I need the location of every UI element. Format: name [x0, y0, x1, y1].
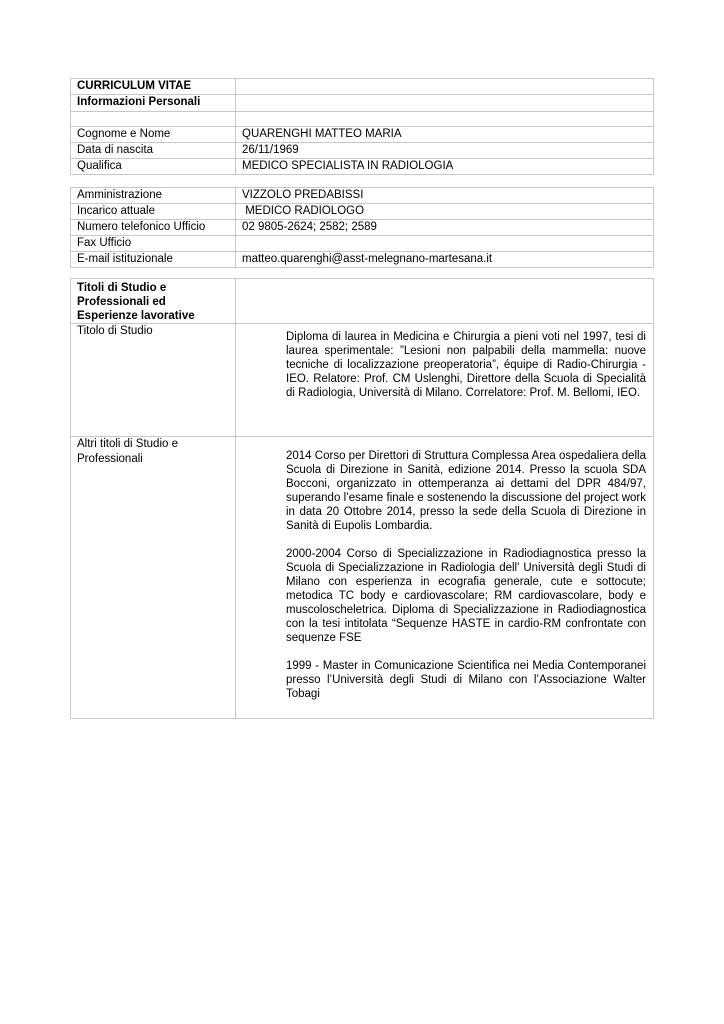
- row-value-other-titles: [236, 437, 654, 719]
- row-label-administration: Amministrazione: [71, 188, 236, 204]
- row-label-other-titles: Altri titoli di Studio e Professionali: [71, 437, 236, 719]
- row-label-name: Cognome e Nome: [71, 127, 236, 143]
- other-title-paragraph: 2014 Corso per Direttori di Struttura Complessa Area ospedaliera della Scuola di Direzione in Sanità, edizione 2014. Presso la scuola SDA Bocconi, organizzato in ottemperanza ai dettami del DPR 484/97, superando l’esame finale e sostenendo la discussione del project work in data 20 Ottobre 2014, presso la sede della Scuola di Direzione in Sanità di Eupolis Lombardia.: [286, 450, 646, 532]
- cv-title: CURRICULUM VITAE: [71, 79, 236, 95]
- row-value-office-fax: [236, 236, 654, 252]
- empty-cell: [236, 79, 654, 95]
- admin-info-table: [70, 187, 654, 268]
- empty-cell: [236, 279, 654, 324]
- row-label-qualification: Qualifica: [71, 159, 236, 175]
- education-table: [70, 278, 654, 719]
- row-value-email: matteo.quarenghi@asst-melegnano-martesana.it: [236, 252, 654, 268]
- row-value-degree: [236, 324, 654, 437]
- row-label-office-fax: Fax Ufficio: [71, 236, 236, 252]
- row-value-name: QUARENGHI MATTEO MARIA: [236, 127, 654, 143]
- row-value-birthdate: 26/11/1969: [236, 143, 654, 159]
- row-value-current-role: MEDICO RADIOLOGO: [236, 204, 654, 220]
- row-value-office-phone: 02 9805-2624; 2582; 2589: [236, 220, 654, 236]
- row-value-administration: VIZZOLO PREDABISSI: [236, 188, 654, 204]
- row-label-email: E-mail istituzionale: [71, 252, 236, 268]
- section-header-education: Titoli di Studio e Professionali ed Esperienze lavorative: [71, 279, 236, 324]
- row-label-office-phone: Numero telefonico Ufficio: [71, 220, 236, 236]
- personal-info-table: [70, 78, 654, 175]
- row-value-qualification: MEDICO SPECIALISTA IN RADIOLOGIA: [236, 159, 654, 175]
- empty-cell: [71, 112, 236, 127]
- empty-cell: [236, 112, 654, 127]
- other-title-paragraph: 1999 - Master in Comunicazione Scientifica nei Media Contemporanei presso l’Università degli Studi di Milano con l’Associazione Walter Tobagi: [286, 660, 646, 700]
- row-label-birthdate: Data di nascita: [71, 143, 236, 159]
- row-label-degree: Titolo di Studio: [71, 324, 236, 437]
- other-title-paragraph: 2000-2004 Corso di Specializzazione in Radiodiagnostica presso la Scuola di Specializzazione in Radiologia dell' Università degli Studi di Milano con esperienza in ecografia generale, cute e sottocute; metodica TC body e cardiovascolare; RM cardiovascolare, body e muscoloscheletrica. Diploma di Specializzazione in Radiodiagnostica con la tesi intitolata “Sequenze HASTE in cardio-RM confrontate con sequenze FSE: [286, 548, 646, 644]
- section-subtitle: Informazioni Personali: [71, 95, 236, 112]
- degree-paragraph: Diploma di laurea in Medicina e Chirurgia a pieni voti nel 1997, tesi di laurea sperimentale: ”Lesioni non palpabili della mammella: nuove tecniche di localizzazione preoperatoria”, équipe di Radio-Chirurgia - IEO. Relatore: Prof. CM Uslenghi, Direttore della Scuola di Specialità di Radiologia, Università di Milano. Correlatore: Prof. M. Bellomi, IEO.: [286, 331, 646, 399]
- row-label-current-role: Incarico attuale: [71, 204, 236, 220]
- empty-cell: [236, 95, 654, 112]
